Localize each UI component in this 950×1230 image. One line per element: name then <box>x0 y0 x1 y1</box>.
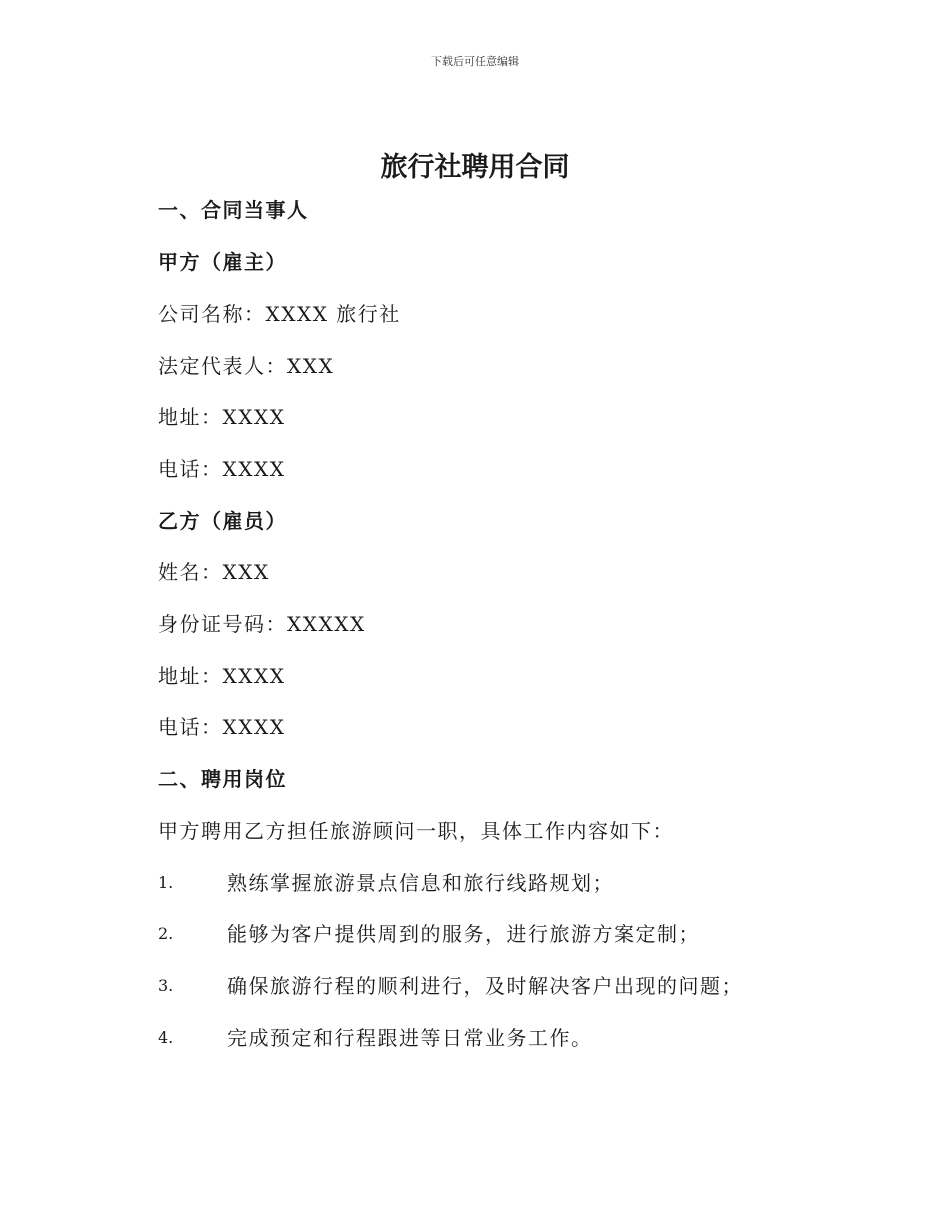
party-b-heading: 乙方（雇员） <box>158 509 287 533</box>
list-item-text: 完成预定和行程跟进等日常业务工作。 <box>227 1026 593 1050</box>
party-b-address: 地址：XXXX <box>158 664 286 688</box>
party-b-phone: 电话：XXXX <box>158 715 286 739</box>
position-intro: 甲方聘用乙方担任旅游顾问一职，具体工作内容如下： <box>158 819 674 843</box>
party-a-phone: 电话：XXXX <box>158 457 286 481</box>
section-heading-position: 二、聘用岗位 <box>158 767 287 791</box>
list-item-number: 4. <box>158 1028 174 1047</box>
page-header-note: 下载后可任意编辑 <box>431 55 519 68</box>
list-item-text: 熟练掌握旅游景点信息和旅行线路规划； <box>227 871 614 895</box>
list-item-number: 2. <box>158 924 174 943</box>
list-item-text: 确保旅游行程的顺利进行，及时解决客户出现的问题； <box>227 974 743 998</box>
party-a-heading: 甲方（雇主） <box>158 250 287 274</box>
document-title: 旅行社聘用合同 <box>380 152 570 183</box>
party-b-name: 姓名：XXX <box>158 560 270 584</box>
list-item-text: 能够为客户提供周到的服务，进行旅游方案定制； <box>227 922 700 946</box>
party-a-representative: 法定代表人：XXX <box>158 354 335 378</box>
list-item-number: 1. <box>158 873 174 892</box>
party-a-address: 地址：XXXX <box>158 405 286 429</box>
party-b-id-number: 身份证号码：XXXXX <box>158 612 366 636</box>
party-a-company: 公司名称：XXXX 旅行社 <box>158 302 401 326</box>
list-item-number: 3. <box>158 976 174 995</box>
section-heading-parties: 一、合同当事人 <box>158 198 309 222</box>
